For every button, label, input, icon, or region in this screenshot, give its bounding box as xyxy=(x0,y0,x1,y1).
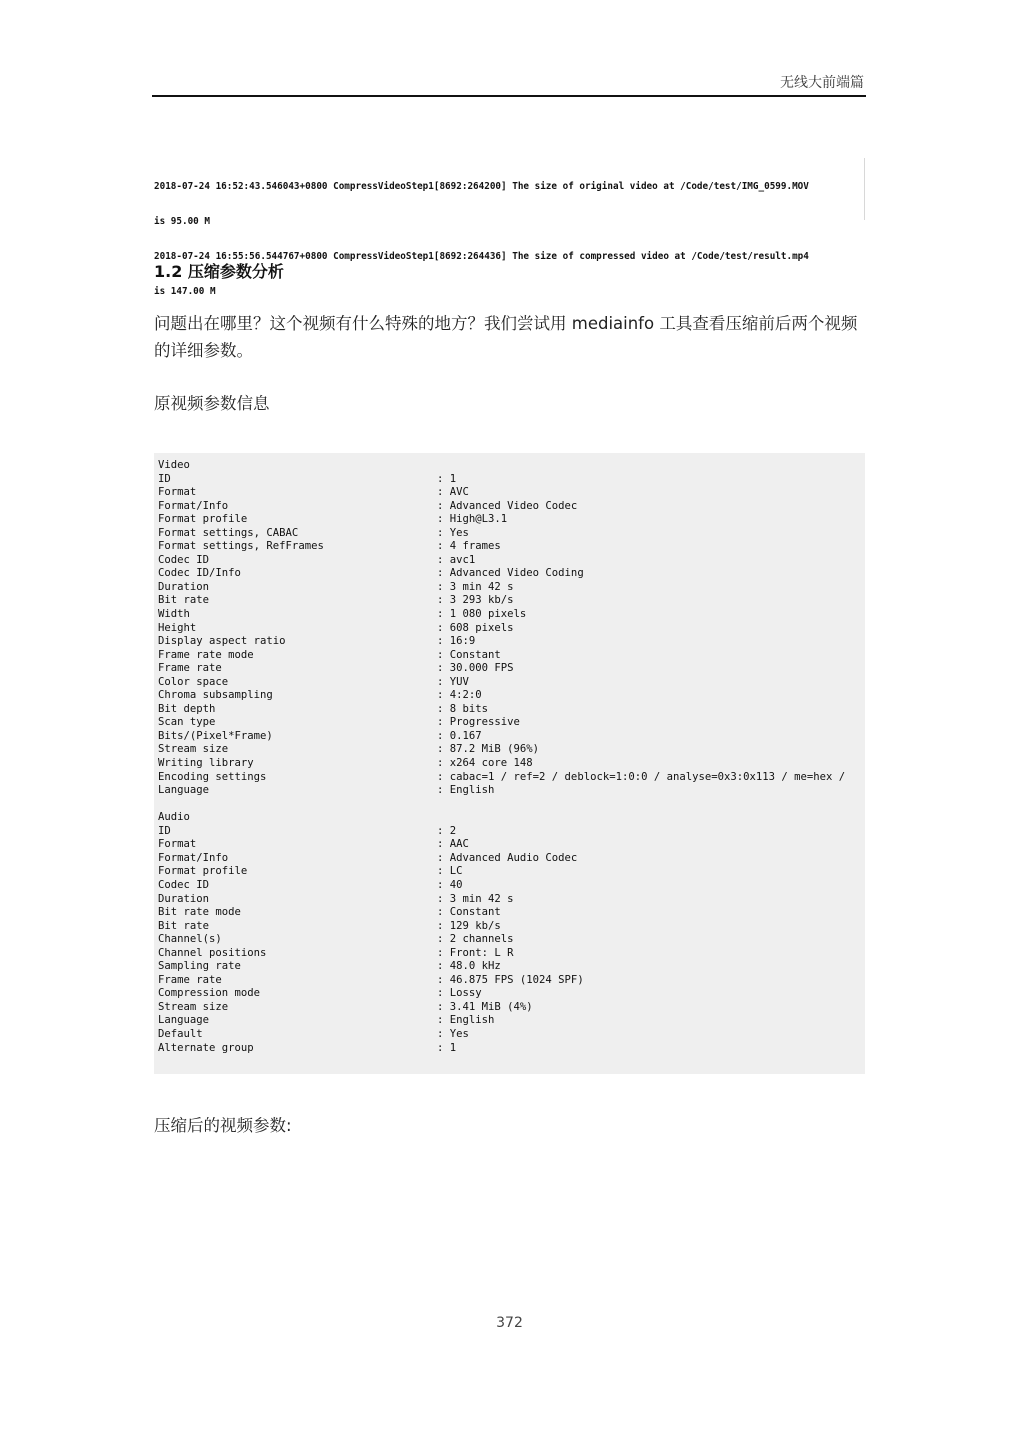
mediainfo-key: Width xyxy=(158,608,190,621)
mediainfo-row xyxy=(158,879,865,893)
mediainfo-value: : 2 xyxy=(437,824,457,837)
mediainfo-value: : Progressive xyxy=(437,716,520,729)
mediainfo-key: Language xyxy=(158,1014,210,1027)
mediainfo-key: Codec ID/Info xyxy=(158,567,241,580)
mediainfo-row xyxy=(158,784,865,798)
mediainfo-key: Duration xyxy=(158,580,210,593)
mediainfo-value: : Yes xyxy=(437,1027,469,1040)
mediainfo-row xyxy=(158,771,865,785)
mediainfo-row xyxy=(158,554,865,568)
mediainfo-value: : Constant xyxy=(437,906,501,919)
mediainfo-content xyxy=(158,459,865,1055)
mediainfo-key: Frame rate xyxy=(158,973,222,986)
mediainfo-key: Frame rate mode xyxy=(158,648,254,661)
mediainfo-key: ID xyxy=(158,472,171,485)
mediainfo-key: Stream size xyxy=(158,743,229,756)
mediainfo-row xyxy=(158,987,865,1001)
mediainfo-value: : 4:2:0 xyxy=(437,689,482,702)
mediainfo-value: : 4 frames xyxy=(437,540,501,553)
mediainfo-row xyxy=(158,865,865,879)
mediainfo-key: Format profile xyxy=(158,513,248,526)
mediainfo-value: : 46.875 FPS (1024 SPF) xyxy=(437,973,584,986)
mediainfo-value: : 40 xyxy=(437,878,463,891)
mediainfo-section-title: Video xyxy=(158,459,190,471)
mediainfo-value: : 1 080 pixels xyxy=(437,608,527,621)
mediainfo-row xyxy=(158,716,865,730)
mediainfo-value: : x264 core 148 xyxy=(437,757,533,770)
mediainfo-key: Codec ID xyxy=(158,553,210,566)
mediainfo-value: : Advanced Video Coding xyxy=(437,567,584,580)
mediainfo-key: Format xyxy=(158,838,197,851)
mediainfo-value: : AVC xyxy=(437,486,469,499)
mediainfo-value: : Yes xyxy=(437,526,469,539)
mediainfo-row xyxy=(158,473,865,487)
mediainfo-row xyxy=(158,703,865,717)
mediainfo-row xyxy=(158,1042,865,1056)
mediainfo-spacer xyxy=(158,798,865,812)
log-line: 2018-07-24 16:55:56.544767+0800 CompressVideoStep1[8692:264436] The size of compressed video at /Code/test/result.mp4 xyxy=(154,250,809,262)
mediainfo-value: : 8 bits xyxy=(437,702,489,715)
mediainfo-value: : YUV xyxy=(437,675,469,688)
mediainfo-value: : 2 channels xyxy=(437,933,514,946)
page-number: 372 xyxy=(496,1315,523,1331)
mediainfo-row xyxy=(158,1014,865,1028)
mediainfo-row xyxy=(158,1028,865,1042)
mediainfo-row xyxy=(158,676,865,690)
mediainfo-key: Compression mode xyxy=(158,987,261,1000)
mediainfo-row xyxy=(158,838,865,852)
mediainfo-row xyxy=(158,920,865,934)
compressed-video-label: 压缩后的视频参数: xyxy=(154,1116,292,1135)
mediainfo-value: : Advanced Video Codec xyxy=(437,499,578,512)
mediainfo-key: Duration xyxy=(158,892,210,905)
mediainfo-row xyxy=(158,513,865,527)
mediainfo-value: : 3 min 42 s xyxy=(437,892,514,905)
mediainfo-block xyxy=(154,453,865,1074)
mediainfo-key: Display aspect ratio xyxy=(158,635,286,648)
mediainfo-row xyxy=(158,743,865,757)
mediainfo-row xyxy=(158,662,865,676)
mediainfo-value: : Advanced Audio Codec xyxy=(437,851,578,864)
mediainfo-value: : 3 293 kb/s xyxy=(437,594,514,607)
mediainfo-key: Format settings, CABAC xyxy=(158,526,299,539)
mediainfo-value: : 3.41 MiB (4%) xyxy=(437,1000,533,1013)
mediainfo-value: : LC xyxy=(437,865,463,878)
log-line: is 95.00 M xyxy=(154,215,210,227)
mediainfo-row xyxy=(158,730,865,744)
mediainfo-key: Scan type xyxy=(158,716,216,729)
mediainfo-row xyxy=(158,594,865,608)
header-rule xyxy=(152,95,866,97)
mediainfo-row xyxy=(158,852,865,866)
mediainfo-key: Bit rate xyxy=(158,919,210,932)
mediainfo-row xyxy=(158,486,865,500)
mediainfo-row xyxy=(158,893,865,907)
mediainfo-value: : 0.167 xyxy=(437,729,482,742)
mediainfo-value: : 608 pixels xyxy=(437,621,514,634)
mediainfo-key: Bit rate xyxy=(158,594,210,607)
mediainfo-key: ID xyxy=(158,824,171,837)
log-line: 2018-07-24 16:52:43.546043+0800 CompressVideoStep1[8692:264200] The size of original video at /Code/test/IMG_0599.MOV xyxy=(154,181,809,193)
mediainfo-value: : AAC xyxy=(437,838,469,851)
mediainfo-value: : 30.000 FPS xyxy=(437,662,514,675)
mediainfo-key: Height xyxy=(158,621,197,634)
mediainfo-row xyxy=(158,581,865,595)
mediainfo-row xyxy=(158,567,865,581)
mediainfo-row xyxy=(158,974,865,988)
mediainfo-value: : Constant xyxy=(437,648,501,661)
mediainfo-key: Writing library xyxy=(158,757,254,770)
mediainfo-row xyxy=(158,906,865,920)
mediainfo-key: Chroma subsampling xyxy=(158,689,273,702)
mediainfo-key: Format/Info xyxy=(158,851,229,864)
mediainfo-key: Bits/(Pixel*Frame) xyxy=(158,729,273,742)
mediainfo-key: Format profile xyxy=(158,865,248,878)
mediainfo-row xyxy=(158,689,865,703)
mediainfo-key: Format xyxy=(158,486,197,499)
mediainfo-key: Codec ID xyxy=(158,878,210,891)
mediainfo-value: : avc1 xyxy=(437,553,476,566)
mediainfo-value: : Lossy xyxy=(437,987,482,1000)
mediainfo-key: Format/Info xyxy=(158,499,229,512)
mediainfo-value: : 1 xyxy=(437,1041,457,1054)
mediainfo-row xyxy=(158,608,865,622)
mediainfo-row xyxy=(158,635,865,649)
mediainfo-value: : High@L3.1 xyxy=(437,513,508,526)
mediainfo-row xyxy=(158,960,865,974)
mediainfo-key: Sampling rate xyxy=(158,960,241,973)
mediainfo-key: Channel positions xyxy=(158,946,267,959)
log-line: is 147.00 M xyxy=(154,285,216,297)
mediainfo-row xyxy=(158,622,865,636)
mediainfo-row xyxy=(158,500,865,514)
mediainfo-key: Frame rate xyxy=(158,662,222,675)
mediainfo-row xyxy=(158,947,865,961)
body-paragraph: 问题出在哪里？这个视频有什么特殊的地方？我们尝试用 mediainfo 工具查看压缩前后两个视频的详细参数。 xyxy=(154,314,858,360)
mediainfo-row xyxy=(158,527,865,541)
mediainfo-key: Channel(s) xyxy=(158,933,222,946)
mediainfo-value: : English xyxy=(437,784,495,797)
mediainfo-row xyxy=(158,649,865,663)
original-video-label: 原视频参数信息 xyxy=(154,394,270,413)
mediainfo-key: Encoding settings xyxy=(158,770,267,783)
mediainfo-value: : 87.2 MiB (96%) xyxy=(437,743,540,756)
section-heading: 1.2 压缩参数分析 xyxy=(154,262,284,281)
mediainfo-row xyxy=(158,825,865,839)
mediainfo-row xyxy=(158,1001,865,1015)
mediainfo-value: : English xyxy=(437,1014,495,1027)
mediainfo-key: Color space xyxy=(158,675,229,688)
mediainfo-key: Bit depth xyxy=(158,702,216,715)
mediainfo-key: Bit rate mode xyxy=(158,906,241,919)
mediainfo-row xyxy=(158,540,865,554)
mediainfo-value: : 129 kb/s xyxy=(437,919,501,932)
mediainfo-value: : 16:9 xyxy=(437,635,476,648)
mediainfo-value: : 1 xyxy=(437,472,457,485)
mediainfo-value: : 48.0 kHz xyxy=(437,960,501,973)
mediainfo-key: Format settings, RefFrames xyxy=(158,540,324,553)
mediainfo-key: Alternate group xyxy=(158,1041,254,1054)
mediainfo-section-title: Audio xyxy=(158,811,190,824)
mediainfo-row xyxy=(158,757,865,771)
mediainfo-row xyxy=(158,933,865,947)
mediainfo-value: : cabac=1 / ref=2 / deblock=1:0:0 / analyse=0x3:0x113 / me=hex / xyxy=(437,770,846,783)
mediainfo-value: : 3 min 42 s xyxy=(437,580,514,593)
mediainfo-key: Language xyxy=(158,784,210,797)
mediainfo-key: Stream size xyxy=(158,1000,229,1013)
mediainfo-value: : Front: L R xyxy=(437,946,514,959)
header-title: 无线大前端篇 xyxy=(780,75,864,91)
mediainfo-key: Default xyxy=(158,1027,203,1040)
